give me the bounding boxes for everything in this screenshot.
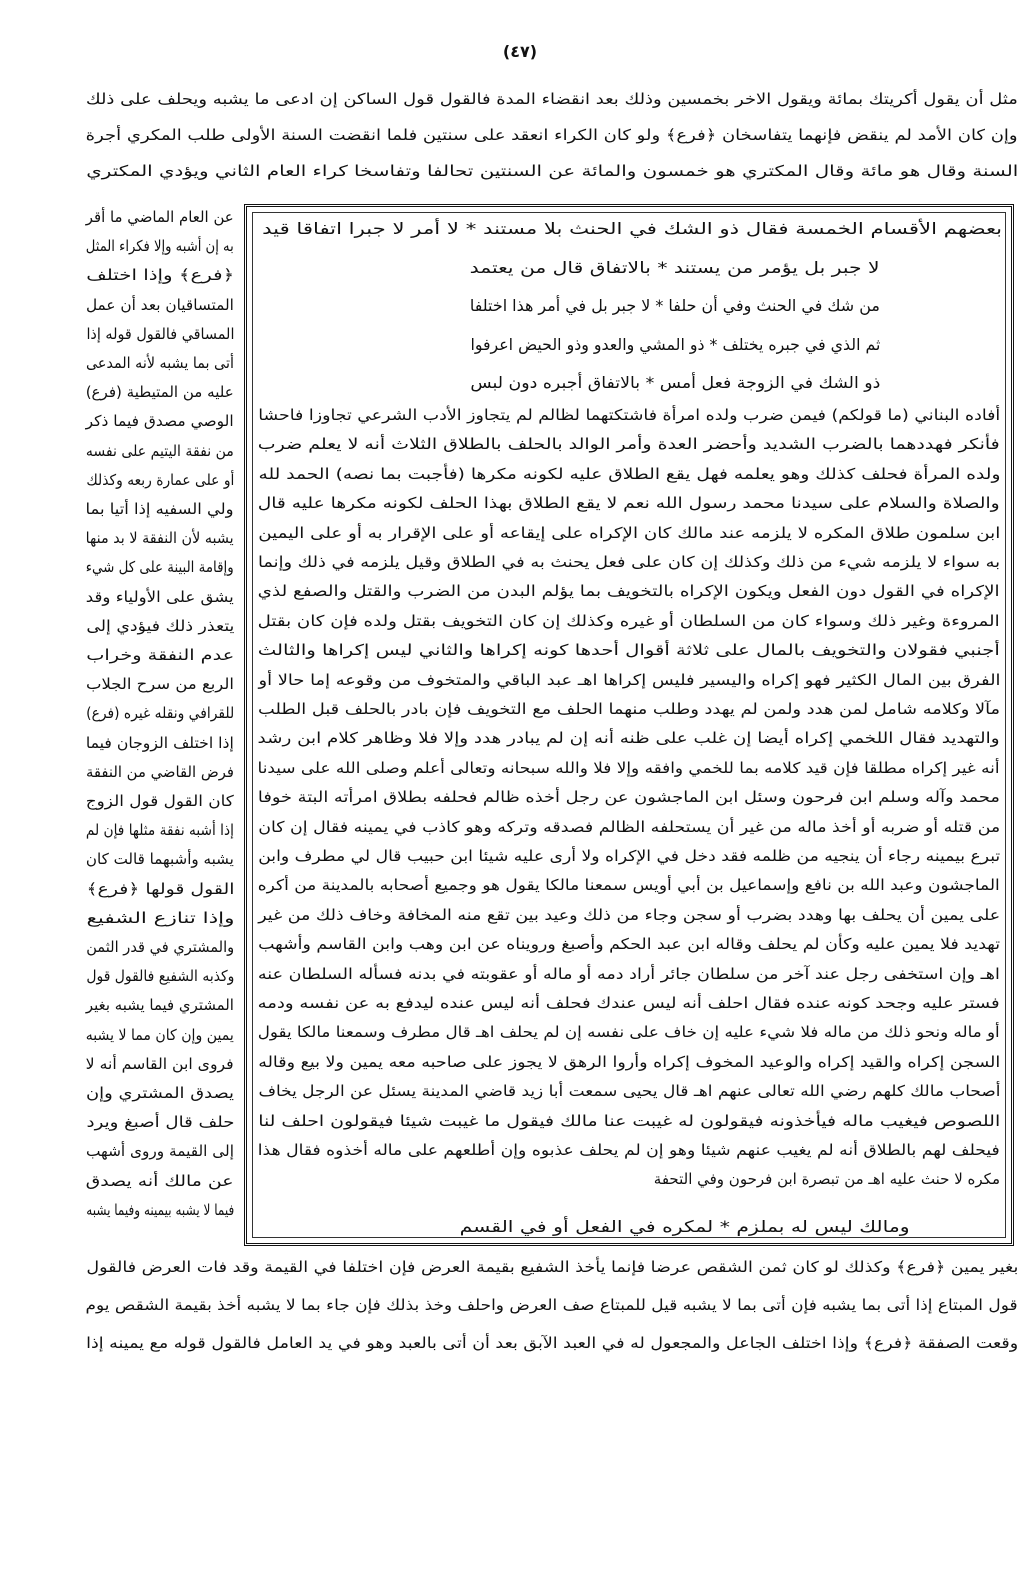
margin-note-line-text: عليه من المتيطية (فرع) (86, 383, 234, 402)
body-text-line-text: تبرع بيمينه رجاء أن ينجيه من ظلمه فقد دخل في الإكراه ولا أرى عليه شيئا ابن حبيب قال لي مطرف وابن (258, 847, 1000, 865)
margin-note-line-text: الوصي مصدق فيما ذكر (86, 412, 234, 431)
margin-note-line (86, 644, 234, 666)
body-text-line (258, 845, 1000, 867)
margin-note-line (86, 790, 234, 812)
body-text-line (258, 757, 1000, 779)
body-text-line-text: أو ماله ونحو ذلك من ماله فلا شيء عليه إن خاف على نفسه إن لم يحلف اهـ قال مطرف وسمعنا مالكا يقول (258, 1023, 1000, 1042)
margin-note-line (86, 615, 234, 637)
margin-note-line-text: فرض القاضي من النفقة (86, 762, 234, 781)
header-text-line (86, 124, 1018, 146)
body-text-line-text: تهديد فلا يمين عليه وكأن لم يحلف وقاله ابن عبد الحكم وأصبغ ورويناه عن ابن وهب وابن القاسم وأشهب (258, 935, 1000, 954)
body-text-line (258, 874, 1000, 896)
margin-note-line-text: فيما لا يشبه بيمينه وفيما يشبه (86, 1200, 234, 1219)
body-text-line-text: والتهديد فقال اللخمي إكراه أيضا إن غلب على ظنه أنه إن لم يبادر هدد وإلا فلا وظاهر كلام ابن رشد (258, 729, 1000, 748)
body-text-line (258, 992, 1000, 1014)
margin-note-line (86, 1170, 234, 1192)
margin-note-line-text: به إن أشبه وإلا فكراء المثل (86, 237, 234, 256)
body-text-line-text: ولده المرأة فحلف كذلك وهو يعلمه فهل يقع الطلاق عليه لكونه مكرها (فأجبت بما نصه) الحمد لله (258, 464, 1000, 483)
margin-note-line (86, 586, 234, 608)
body-text-line (258, 816, 1000, 838)
body-text-line-text: المروءة وغير ذلك وسواء كان من السلطان أو غيره وكذلك إن كان التخويف بقتل ولده فإن كان بقتل (258, 611, 1000, 630)
body-text-line (258, 639, 1000, 661)
verse-line-text: من شك في الحنث وفي أن حلفا * لا جبر بل في أمر هذا اختلفا (470, 296, 880, 315)
body-text-line-text: أفاده البناني (ما قولكم) فيمن ضرب ولده امرأة فاشتكتهما لظالم لم يتجاوز الأدب الشرعي تجاوزا فاحشا (258, 406, 1000, 424)
header-text-line (86, 160, 1018, 182)
margin-note-line-text: المشتري فيما يشبه بغير (86, 996, 234, 1015)
margin-note-line (86, 761, 234, 783)
verse-line (470, 334, 880, 356)
body-text-line (258, 727, 1000, 749)
body-text-line-text: الماجشون وعبد الله بن نافع وإسماعيل بن أبي أويس سمعنا مالكا يقول هو وجميع أصحابه بالمدينة من أكره (258, 876, 1000, 895)
margin-note-line (86, 352, 234, 374)
body-text-line (258, 933, 1000, 955)
body-text-line (258, 433, 1000, 455)
closing-verse-line (460, 1216, 910, 1238)
body-text-line-text: ابن سلمون طلاق المكره لا يلزمه عند مالك كان الإكراه على إيقاعه أو على الإقرار به أو على اليمين (258, 523, 1000, 542)
margin-note-line-text: فروى ابن القاسم أنه لا (86, 1054, 234, 1073)
body-text-line (258, 610, 1000, 632)
body-text-line (258, 1139, 1000, 1161)
body-text-line (258, 1080, 1000, 1102)
footer-text-line (86, 1332, 1018, 1354)
body-text-line (258, 1110, 1000, 1132)
body-text-line-text: اهـ وإن استخفى رجل عند آخر من سلطان جائر أراد دمه أو ماله أو عقوبته في بدنه فسأله السلطان عنه (258, 964, 1000, 983)
margin-note-line (86, 702, 234, 724)
header-text-line (86, 88, 1018, 110)
body-text-line-text: محمد وآله وسلم ابن فرحون وسئل ابن الماجشون عن رجل أخذه ظالم فحلفه بطلاق امرأته البتة خوفا (258, 788, 1000, 807)
body-text-line (258, 522, 1000, 544)
margin-note-line-text: يمين وإن كان مما لا يشبه (86, 1025, 234, 1044)
body-text-line (258, 1051, 1000, 1073)
margin-note-line (86, 323, 234, 345)
verse-line-text: ثم الذي في جبره يختلف * ذو المشي والعدو وذو الحيض اعرفوا (470, 334, 880, 354)
margin-note-line-text: المساقي فالقول قوله إذا (86, 324, 234, 343)
margin-note-line (86, 294, 234, 316)
body-text-line-text: مآلا وكلامه شامل لمن هدد ولمن لم يهدد وطلب منهما الحلف مع التخويف فإن بادر بالحلف قبل الطلب (258, 700, 1000, 718)
body-text-line (258, 963, 1000, 985)
verse-line (470, 372, 880, 394)
page-number (480, 40, 560, 64)
margin-note-line-text: عن العام الماضي ما أقر (86, 208, 234, 226)
margin-note-line-text: يشبه لأن النفقة لا بد منها (86, 529, 234, 548)
margin-note-line (86, 235, 234, 257)
margin-note-line-text: كان القول قول الزوج (86, 792, 234, 810)
margin-note-line (86, 410, 234, 432)
verse-line (470, 257, 880, 279)
body-text-line (258, 551, 1000, 573)
body-text-line (258, 580, 1000, 602)
body-text-line (258, 1168, 1000, 1190)
margin-note-line-text: إذا اختلف الزوجان فيما (86, 733, 234, 752)
body-text-line-text: الإكراه في القول دون الفعل ويكون الإكراه بالتخويف بما يؤلم البدن من الضرب والقتل والصفع لذي (258, 582, 1000, 601)
margin-note-line (86, 732, 234, 754)
margin-note-line-text: حلف قال أصبغ ويرد (86, 1113, 234, 1132)
verse-line (470, 295, 880, 317)
margin-note-line-text: والمشتري في قدر الثمن (86, 938, 234, 956)
header-text-line-text: السنة وقال هو مائة وقال المكتري هو خمسون والمائة عن السنتين تحالفا وتفاسخا كراء العام الثاني ويؤدي المكتري (86, 162, 1018, 180)
margin-note-line-text: وإذا تنازع الشفيع (86, 908, 234, 927)
footer-text-line (86, 1256, 1018, 1278)
margin-note-line (86, 556, 234, 578)
margin-note-line-text: المتساقيان بعد أن عمل (86, 295, 234, 314)
body-text-line (258, 1021, 1000, 1043)
body-text-line-text: فأنكر فهددهما بالضرب الشديد وأحضر العدة وأمر الوالد بالحلف بالطلاق الثلاث أنه لا يعلم ضرب (258, 435, 1000, 454)
footer-text-line-text: بغير يمين ﴿فرع﴾ وكذلك لو كان ثمن الشقص عرضا فإنما يأخذ الشفيع بقيمة العرض فإن اختلفا في القيمة وقد فات العرض فالقول (86, 1258, 1018, 1276)
margin-note-line-text: وكذبه الشفيع فالقول قول (86, 967, 234, 986)
margin-note-line-text: من نفقة اليتيم على نفسه (86, 441, 234, 460)
body-text-line-text: السجن إكراه والقيد إكراه والوعيد المخوف إكراه وأروا الرهق لا يجوز على صاحبه معه يمين ولا بيع وقاله (258, 1052, 1000, 1071)
verse-line (262, 218, 1002, 240)
margin-note-line (86, 1053, 234, 1075)
page-number-text: (٤٧) (502, 42, 538, 61)
header-text-line-text: مثل أن يقول أكريتك بمائة ويقول الاخر بخمسين وذلك بعد انقضاء المدة فالقول قول الساكن إن ادعى ما يشبه ويحلف على ذلك (86, 90, 1018, 108)
body-text-line-text: فستر عليه وجحد كونه عنده فقال احلف أنه ليس عندك فحلف أنه ليس عنده ليدفع به عن نفسه ودمه (258, 994, 1000, 1012)
margin-note-line-text: إلى القيمة وروى أشهب (86, 1142, 234, 1161)
margin-note-line-text: إذا أشبه نفقة مثلها فإن لم (86, 821, 234, 840)
body-text-line-text: أجنبي فقولان والتخويف بالمال على ثلاثة أقوال أحدها كونه إكراها والثاني ليس إكراها والثالث (258, 641, 1000, 660)
margin-note-line-text: عدم النفقة وخراب (86, 646, 234, 664)
verse-line-text: ذو الشك في الزوجة فعل أمس * بالاتفاق أجبره دون لبس (470, 373, 880, 392)
body-text-line (258, 492, 1000, 514)
margin-note-line (86, 848, 234, 870)
margin-note-line-text: يشق على الأولياء وقد (86, 587, 234, 606)
header-text-line-text: وإن كان الأمد لم ينقض فإنهما يتفاسخان ﴿فرع﴾ ولو كان الكراء انعقد على سنتين فلما انقضت السنة الأولى طلب المكري أجرة (86, 126, 1018, 144)
margin-note-line (86, 673, 234, 695)
body-text-line-text: فيحلف لهم بالطلاق أنه لم يغيب عنهم شيئا وهو إن لم يحلف عذبوه وإن أطلعهم على ماله أخذوه فقال هذا (258, 1141, 1000, 1159)
body-text-line-text: مكره لا حنث عليه اهـ من تبصرة ابن فرحون وفي التحفة (653, 1170, 1000, 1189)
closing-verse-line-text: ومالك ليس له بملزم * لمكره في الفعل أو في القسم (460, 1217, 910, 1236)
margin-note-line (86, 878, 234, 900)
margin-note-line (86, 206, 234, 228)
margin-note-line (86, 965, 234, 987)
margin-note-line-text: الربع من سرح الجلاب (86, 675, 234, 694)
body-text-line (258, 904, 1000, 926)
margin-note-line-text: يشبه وأشبهما قالت كان (85, 850, 234, 869)
margin-note-line-text: يصدق المشتري وإن (86, 1084, 234, 1102)
footer-text-line (86, 1294, 1018, 1316)
margin-note-line (86, 527, 234, 549)
margin-note-line-text: عن مالك أنه يصدق (86, 1171, 234, 1190)
margin-note-line (86, 907, 234, 929)
margin-note-line (86, 1140, 234, 1162)
margin-note-line (86, 936, 234, 958)
body-text-line-text: أنه غير إكراه مطلقا فإن قيد كلامه بما للخمي وافقه وإلا فلا والله سبحانه وتعالى أعلم وصلى الله على سيدنا (258, 758, 1000, 777)
body-text-line-text: على يمين أن يحلف بها وهدد بضرب أو سجن وجاء من ذلك وعيد بين تقع منه المخافة وخاف ذلك من غير (258, 905, 1000, 924)
margin-note-line-text: القول قولها ﴿فرع﴾ (86, 879, 234, 898)
verse-line-text: بعضهم الأقسام الخمسة فقال ذو الشك في الحنث بلا مستند * لا أمر لا جبرا اتفاقا قيد (262, 219, 1002, 238)
body-text-line-text: أصحاب مالك كلهم رضي الله تعالى عنهم اهـ قال يحيى سمعت أبا زيد قاضي المدينة يسئل عن الرجل يخاف (258, 1082, 1000, 1101)
margin-note-line (86, 1199, 234, 1221)
footer-text-line-text: وقعت الصفقة ﴿فرع﴾ وإذا اختلف الجاعل والمجعول له في العبد الآبق بعد أن أتى بالعبد وهو في يد العامل فالقول قوله مع يمينه إذا (86, 1334, 1018, 1352)
margin-note-line-text: وإقامة البينة على كل شيء (86, 558, 234, 577)
margin-note-line (86, 440, 234, 462)
margin-note-line (86, 819, 234, 841)
margin-note-line-text: أو على عمارة ربعه وكذلك (86, 470, 234, 489)
margin-note-line-text: أتى بما يشبه لأنه المدعى (86, 354, 234, 372)
margin-note-line (86, 264, 234, 286)
body-text-line-text: اللصوص فيغيب ماله فيأخذونه فيقولون له غيبت عنا مالك فيقول ما غيبت شيئا فيقولون احلف لنا (258, 1111, 1000, 1130)
verse-line-text: لا جبر بل يؤمر من يستند * بالاتفاق قال من يعتمد (469, 257, 880, 277)
margin-note-line (86, 469, 234, 491)
body-text-line-text: من قتله أو ضربه أو أخذ ماله من غير أن يستحلفه الظالم فصدقه وتركه وهو كاذب في يمينه فقال إن كان (258, 817, 1000, 836)
margin-note-line (86, 994, 234, 1016)
body-text-line (258, 669, 1000, 691)
margin-note-line-text: ولي السفيه إذا أتيا بما (86, 500, 234, 518)
body-text-line (258, 463, 1000, 485)
footer-text-line-text: قول المبتاع إذا أتى بما يشبه فإن أتى بما لا يشبه قيل للمبتاع صف العرض واحلف وخذ بذلك فإن جاء بما لا يشبه أخذ بقيمة الشقص يوم (86, 1296, 1018, 1314)
margin-note-line-text: يتعذر ذلك فيؤدي إلى (86, 616, 234, 635)
body-text-line (258, 698, 1000, 720)
margin-note-line (86, 1024, 234, 1046)
body-text-line (258, 404, 1000, 426)
margin-note-line-text: للقرافي ونقله غيره (فرع) (86, 704, 234, 723)
body-text-line (258, 786, 1000, 808)
margin-note-line (86, 1111, 234, 1133)
margin-note-line-text: ﴿فرع﴾ وإذا اختلف (86, 266, 234, 285)
body-text-line-text: به سواء لا يلزمه شيء من ذلك وكذلك إن كان على فعل يحنث به في الطلاق وقيل يلزمه في ذلك وإنما (258, 553, 1000, 571)
margin-note-line (86, 381, 234, 403)
margin-note-line (86, 498, 234, 520)
body-text-line-text: الفرق بين المال الكثير فهو إكراه واليسير فليس إكراها اهـ عبد الباقي والمتخوف من وقوعه إما حالا أو (258, 670, 1000, 689)
body-text-line-text: والصلاة والسلام على سيدنا محمد رسول الله نعم لا يقع الطلاق بهذا الحلف لكونه مكرها عليه قال (258, 494, 1000, 513)
margin-note-line (86, 1082, 234, 1104)
